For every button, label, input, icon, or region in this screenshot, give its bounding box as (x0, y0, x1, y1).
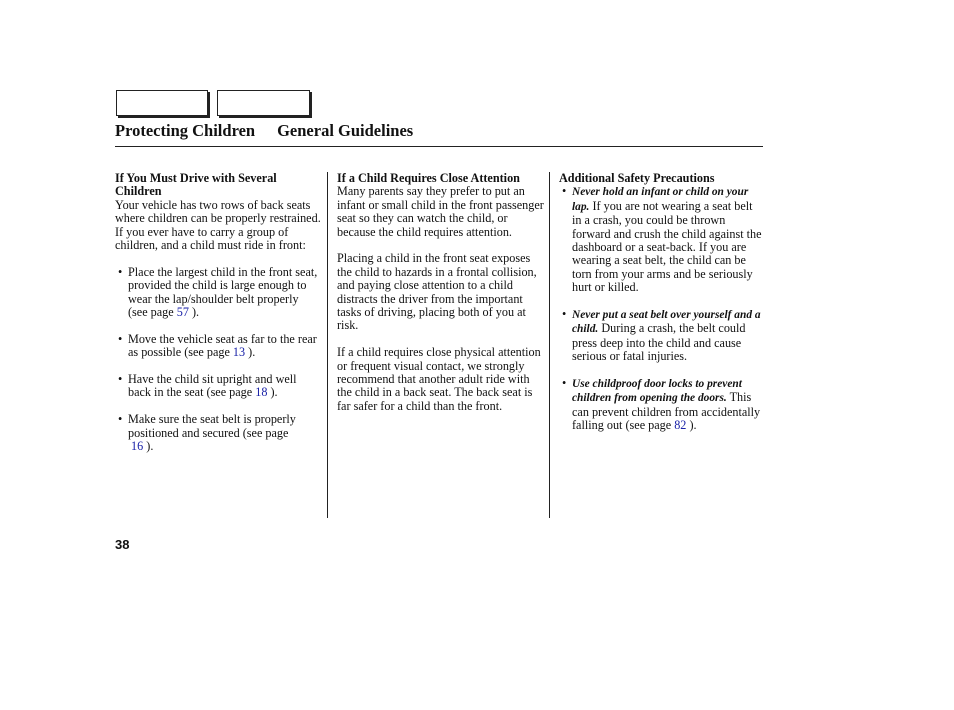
col3-heading: Additional Safety Precautions (559, 171, 715, 185)
col2-heading: If a Child Requires Close Attention (337, 171, 520, 185)
bullet-glyph: • (562, 376, 567, 391)
list-item: • Never put a seat belt over yourself and a child. During a crash, the belt could press deep into the child and cause serious or fatal injuries. (562, 307, 761, 364)
page-reference-link[interactable]: 18 (255, 385, 268, 400)
bullet-glyph: • (118, 372, 123, 387)
col1-bullet-list (115, 266, 321, 454)
bullet-glyph: • (562, 307, 567, 322)
column-close-attention (337, 172, 545, 413)
col3-bullet-list (559, 185, 763, 432)
col2-paragraph-2: Placing a child in the front seat exposes the child to hazards in a frontal collision, and paying close attention to a child distracts the driver from the important tasks of driving, placing both of you at risk. (337, 251, 537, 333)
page-number: 38 (115, 537, 130, 552)
col2-paragraph-1: Many parents say they prefer to put an infant or small child in the front passenger seat so they can watch the child, or because the child requires attention. (337, 184, 544, 239)
column-safety-precautions (559, 172, 763, 433)
list-item: • Use childproof door locks to prevent children from opening the doors. This can prevent children from accidentally falling out (see page 82 ). (562, 376, 761, 433)
page-reference-link[interactable]: 57 (176, 305, 189, 320)
col2-paragraph-3: If a child requires close physical attention or frequent visual contact, we strongly recommend that another adult ride with the child in a back seat. The back seat is far safer for a child than the front. (337, 345, 541, 413)
section-title: Protecting Children (115, 121, 256, 140)
nav-tab-box-2[interactable] (217, 90, 310, 116)
column-divider (549, 172, 550, 518)
col1-heading: If You Must Drive with Several Children (115, 171, 277, 199)
bullet-glyph: • (562, 184, 567, 199)
list-item: • Have the child sit upright and well back in the seat (see page 18 ). (118, 372, 297, 400)
bullet-glyph: • (118, 264, 123, 279)
page-reference-link[interactable]: 13 (232, 345, 246, 360)
list-item: • Make sure the seat belt is properly positioned and secured (see page 16 ). (118, 412, 296, 454)
header-rule (115, 146, 763, 147)
bullet-glyph: • (118, 412, 123, 427)
page-header (115, 121, 413, 141)
list-item: • Never hold an infant or child on your lap. If you are not wearing a seat belt in a crash, you could be thrown forward and crush the child against the dashboard or a seat-back. If you are wearing a seat belt, the child can be torn from your arms and be seriously hurt or killed. (562, 184, 762, 295)
list-item: • Place the largest child in the front seat, provided the child is large enough to wear the lap/shoulder belt properly (see page 57 ). (118, 264, 318, 320)
page-reference-link[interactable]: 82 (674, 418, 687, 433)
bullet-glyph: • (118, 331, 123, 346)
page-reference-link[interactable]: 16 (131, 439, 144, 454)
subsection-title: General Guidelines (277, 121, 414, 140)
col1-intro: Your vehicle has two rows of back seats where children can be properly restrained. If you ever have to carry a group of children, and a child must ride in front: (115, 197, 321, 253)
column-several-children (115, 172, 321, 453)
column-divider (327, 172, 328, 518)
list-item: • Move the vehicle seat as far to the rear as possible (see page 13 ). (118, 331, 317, 360)
nav-tab-box-1[interactable] (116, 90, 208, 116)
